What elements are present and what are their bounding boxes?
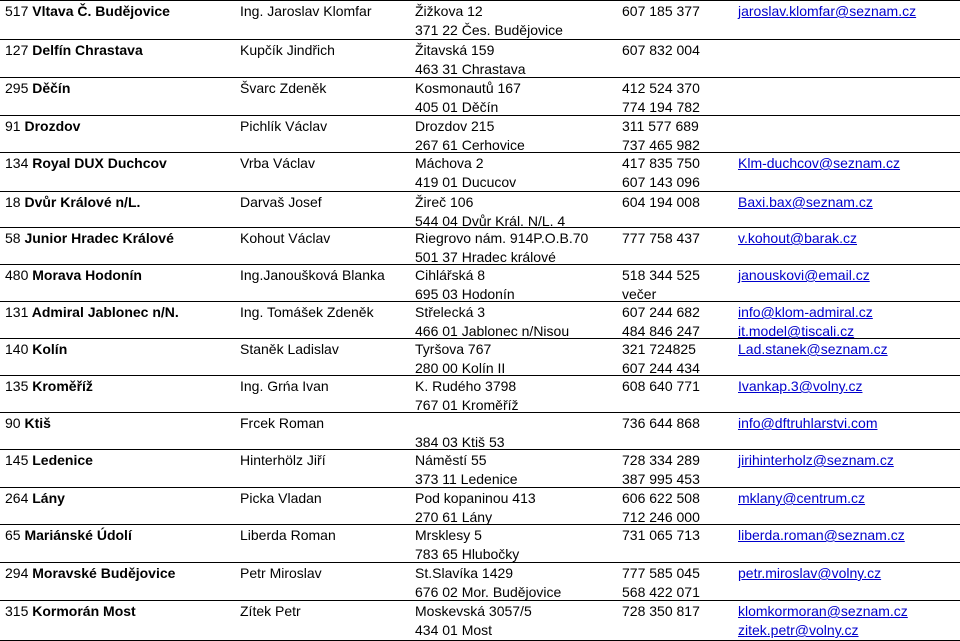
address-line: 419 01 Ducucov	[415, 174, 517, 190]
phone-number: 777 758 437	[622, 230, 700, 246]
club-cell	[5, 303, 179, 322]
contact-person: Pichlík Václav	[240, 118, 328, 134]
club-number: 135	[5, 378, 29, 394]
club-number: 294	[5, 565, 29, 581]
email-link[interactable]: info@klom-admiral.cz	[738, 304, 873, 320]
club-name: Morava Hodonín	[32, 267, 142, 283]
phone-number: 607 832 004	[622, 42, 700, 58]
club-number: 65	[5, 527, 21, 543]
phone-number: 607 244 682	[622, 304, 700, 320]
email-link[interactable]: liberda.roman@seznam.cz	[738, 527, 905, 543]
club-cell	[5, 79, 70, 98]
address-line: 384 03 Ktiš 53	[415, 434, 505, 450]
club-number: 145	[5, 452, 29, 468]
address-line: 267 61 Cerhovice	[415, 137, 525, 153]
phone-number: 417 835 750	[622, 155, 700, 171]
address-line: 767 01 Kroměříž	[415, 397, 519, 413]
table-row	[0, 264, 960, 301]
club-number: 131	[5, 304, 29, 320]
address-line: 434 01 Most	[415, 622, 493, 638]
club-name: Ktiš	[24, 415, 51, 431]
phone-number: 731 065 713	[622, 527, 700, 543]
phone-number: 604 194 008	[622, 194, 700, 210]
email-link[interactable]: Baxi.bax@seznam.cz	[738, 194, 873, 210]
phone-number: 737 465 982	[622, 137, 700, 153]
club-number: 134	[5, 155, 29, 171]
table-row	[0, 449, 960, 487]
club-cell	[5, 414, 51, 433]
phone-number: 777 585 045	[622, 565, 700, 581]
club-number: 295	[5, 80, 29, 96]
club-cell	[5, 489, 65, 508]
club-cell	[5, 340, 67, 359]
phone-number: 412 524 370	[622, 80, 700, 96]
club-cell	[5, 41, 143, 60]
phone-number: 518 344 525	[622, 267, 700, 283]
address-line: 544 04 Dvůr Král. N/L. 4	[415, 213, 566, 229]
contact-person: Vrba Václav	[240, 155, 315, 171]
email-link[interactable]: janouskovi@email.cz	[738, 267, 870, 283]
table-row	[0, 338, 960, 375]
club-cell	[5, 451, 93, 470]
club-name: Ledenice	[32, 452, 93, 468]
club-number: 127	[5, 42, 29, 58]
table-row	[0, 0, 960, 39]
email-link[interactable]: Lad.stanek@seznam.cz	[738, 341, 888, 357]
email-link[interactable]: it.model@tiscali.cz	[738, 323, 855, 339]
email-link[interactable]: info@dftruhlarstvi.com	[738, 415, 878, 431]
email-link[interactable]: petr.miroslav@volny.cz	[738, 565, 882, 581]
address-line: Náměstí 55	[415, 452, 487, 468]
club-name: Drozdov	[24, 118, 81, 134]
club-number: 58	[5, 230, 21, 246]
contact-person: Ing.Janoušková Blanka	[240, 267, 385, 283]
contact-person: Kohout Václav	[240, 230, 331, 246]
club-name: Delfín Chrastava	[32, 42, 143, 58]
club-cell	[5, 193, 140, 212]
contact-person: Petr Miroslav	[240, 565, 322, 581]
table-row	[0, 524, 960, 562]
phone-number: 321 724825	[622, 341, 696, 357]
club-name: Moravské Budějovice	[32, 565, 176, 581]
address-line: 371 22 Čes. Budějovice	[415, 22, 563, 38]
phone-number: 728 350 817	[622, 603, 700, 619]
address-line: 280 00 Kolín II	[415, 360, 506, 376]
address-line: 501 37 Hradec králové	[415, 249, 556, 265]
address-line: St.Slavíka 1429	[415, 565, 514, 581]
phone-number: večer	[622, 286, 657, 302]
table-row	[0, 191, 960, 227]
club-name: Kroměříž	[32, 378, 93, 394]
table-row	[0, 227, 960, 264]
club-name: Kolín	[32, 341, 68, 357]
email-link[interactable]: v.kohout@barak.cz	[738, 230, 858, 246]
phone-number: 311 577 689	[622, 118, 699, 134]
club-cell	[5, 377, 93, 396]
phone-number: 736 644 868	[622, 415, 700, 431]
address-line: Žireč 106	[415, 194, 474, 210]
club-name: Junior Hradec Králové	[24, 230, 174, 246]
contact-person: Zítek Petr	[240, 603, 301, 619]
club-number: 480	[5, 267, 29, 283]
contact-person: Kupčík Jindřich	[240, 42, 335, 58]
phone-number: 712 246 000	[622, 509, 700, 525]
table-row	[0, 301, 960, 338]
address-line: K. Rudého 3798	[415, 378, 517, 394]
table-row	[0, 115, 960, 152]
email-link[interactable]: klomkormoran@seznam.cz	[738, 603, 908, 619]
phone-number: 607 143 096	[622, 174, 700, 190]
club-number: 140	[5, 341, 29, 357]
address-line: Střelecká 3	[415, 304, 486, 320]
club-number: 18	[5, 194, 21, 210]
contact-person: Ing. Tomášek Zdeněk	[240, 304, 374, 320]
table-row	[0, 600, 960, 641]
email-link[interactable]: Ivankap.3@volny.cz	[738, 378, 863, 394]
club-number: 90	[5, 415, 21, 431]
address-line: 405 01 Děčín	[415, 99, 499, 115]
phone-number: 606 622 508	[622, 490, 700, 506]
address-line: Kosmonautů 167	[415, 80, 521, 96]
contact-person: Švarc Zdeněk	[240, 80, 327, 96]
table-row	[0, 487, 960, 524]
address-line: Tyršova 767	[415, 341, 492, 357]
email-link[interactable]: Klm-duchcov@seznam.cz	[738, 155, 901, 171]
address-line: Drozdov 215	[415, 118, 495, 134]
club-number: 264	[5, 490, 29, 506]
email-link[interactable]: jaroslav.klomfar@seznam.cz	[738, 3, 917, 19]
address-line: 270 61 Lány	[415, 509, 493, 525]
club-cell	[5, 564, 175, 583]
table-row	[0, 77, 960, 115]
club-number: 517	[5, 3, 29, 19]
address-line: Mrsklesy 5	[415, 527, 482, 543]
address-line: Máchova 2	[415, 155, 484, 171]
address-line: 783 65 Hlubočky	[415, 546, 520, 562]
contact-person: Darvaš Josef	[240, 194, 322, 210]
address-line: Cihlářská 8	[415, 267, 486, 283]
club-name: Kormorán Most	[32, 603, 136, 619]
address-line: 466 01 Jablonec n/Nisou	[415, 323, 570, 339]
phone-number: 774 194 782	[622, 99, 700, 115]
club-name: Vltava Č. Budějovice	[32, 3, 170, 19]
club-cell	[5, 266, 142, 285]
contact-person: Liberda Roman	[240, 527, 336, 543]
table-row	[0, 562, 960, 600]
address-line: Moskevská 3057/5	[415, 603, 532, 619]
email-link[interactable]: zitek.petr@volny.cz	[738, 622, 859, 638]
club-name: Admiral Jablonec n/N.	[31, 304, 179, 320]
contact-person: Picka Vladan	[240, 490, 322, 506]
phone-number: 607 185 377	[622, 3, 700, 19]
club-number: 315	[5, 603, 29, 619]
club-cell	[5, 2, 170, 21]
table-row	[0, 152, 960, 191]
address-line: 463 31 Chrastava	[415, 61, 526, 77]
table-row	[0, 412, 960, 449]
club-cell	[5, 117, 80, 136]
address-line: 676 02 Mor. Budějovice	[415, 584, 562, 600]
phone-number: 728 334 289	[622, 452, 700, 468]
club-name: Royal DUX Duchcov	[32, 155, 167, 171]
phone-number: 484 846 247	[622, 323, 700, 339]
club-name: Lány	[32, 490, 65, 506]
email-link[interactable]: mklany@centrum.cz	[738, 490, 866, 506]
club-cell	[5, 526, 132, 545]
club-number: 91	[5, 118, 21, 134]
club-cell	[5, 154, 167, 173]
address-line: Riegrovo nám. 914P.O.B.70	[415, 230, 589, 246]
address-line: Pod kopaninou 413	[415, 490, 536, 506]
contact-person: Ing. Grńa Ivan	[240, 378, 329, 394]
club-name: Děčín	[32, 80, 71, 96]
address-line: 373 11 Ledenice	[415, 471, 518, 487]
table-row	[0, 39, 960, 77]
contact-person: Staněk Ladislav	[240, 341, 339, 357]
phone-number: 607 244 434	[622, 360, 700, 376]
phone-number: 608 640 771	[622, 378, 700, 394]
club-cell	[5, 602, 136, 621]
address-line: Žižkova 12	[415, 3, 483, 19]
club-name: Dvůr Králové n/L.	[24, 194, 141, 210]
contact-person: Frcek Roman	[240, 415, 325, 431]
contact-person: Hinterhölz Jiří	[240, 452, 326, 468]
contact-person: Ing. Jaroslav Klomfar	[240, 3, 372, 19]
phone-number: 568 422 071	[622, 584, 700, 600]
address-line: 695 03 Hodonín	[415, 286, 515, 302]
club-name: Mariánské Údolí	[24, 527, 132, 543]
address-line: Žitavská 159	[415, 42, 495, 58]
email-link[interactable]: jirihinterholz@seznam.cz	[738, 452, 894, 468]
table-row	[0, 375, 960, 412]
phone-number: 387 995 453	[622, 471, 700, 487]
club-cell	[5, 229, 174, 248]
